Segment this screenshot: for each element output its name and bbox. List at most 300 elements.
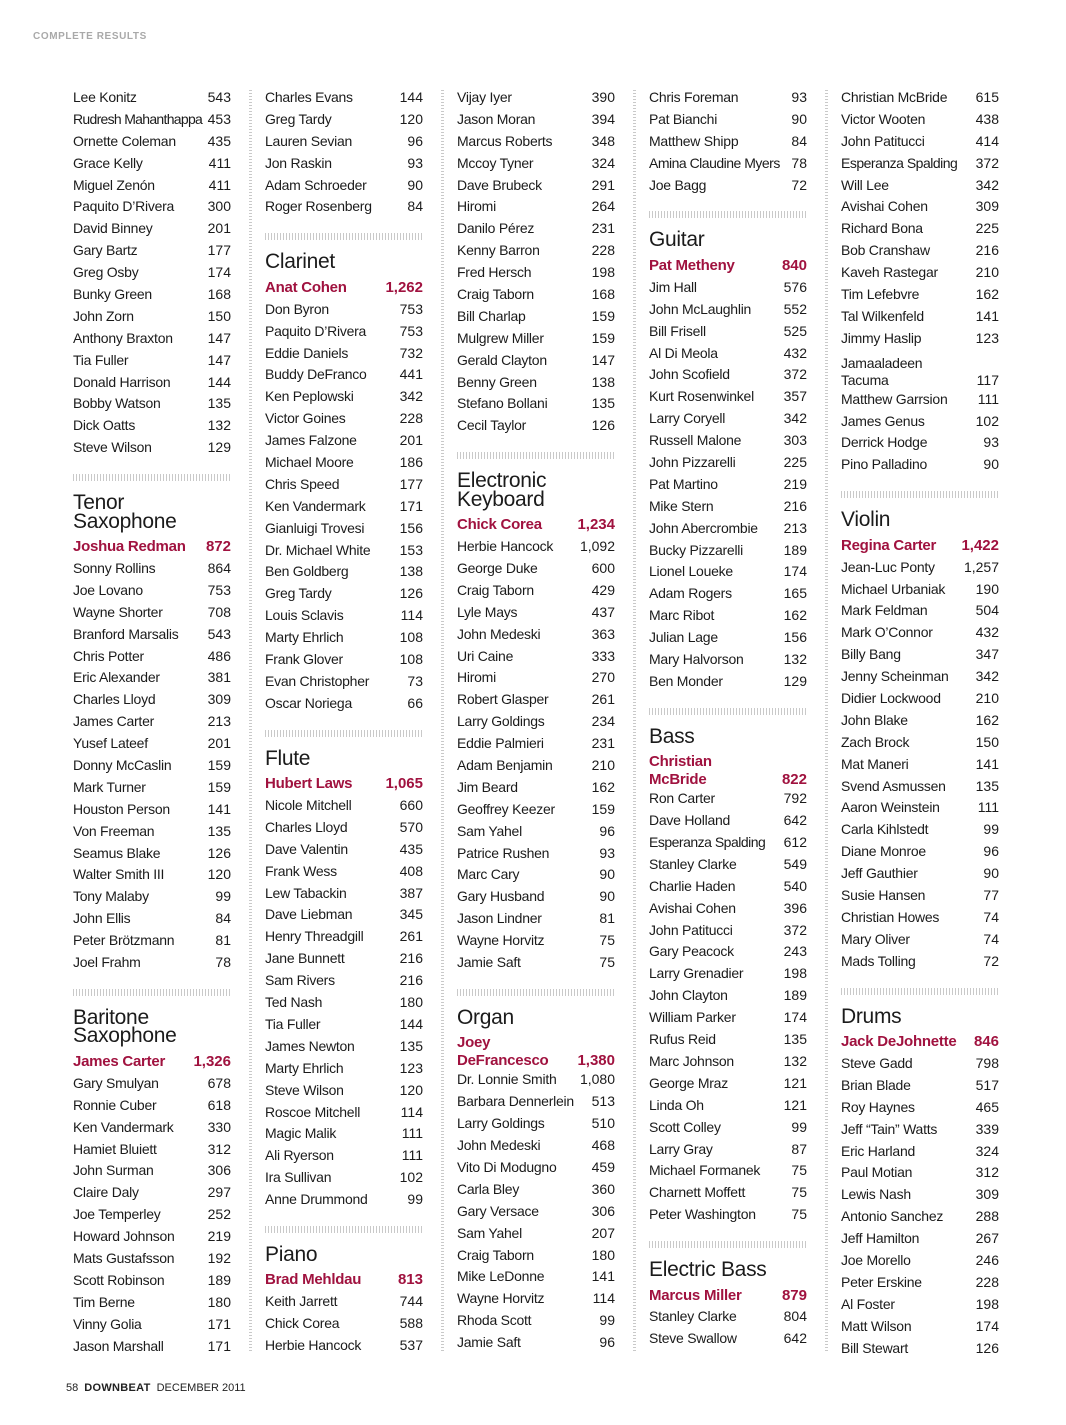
result-row [841, 1206, 999, 1228]
artist-name: Sam Rivers [265, 972, 335, 989]
vote-count: 132 [783, 650, 807, 667]
result-row [649, 474, 807, 496]
result-row [265, 364, 423, 386]
result-row [73, 1248, 231, 1270]
vote-count: 123 [399, 1059, 423, 1076]
vote-count: 303 [783, 432, 807, 449]
artist-name: Magic Malik [265, 1125, 337, 1142]
artist-name: Ken Peplowski [265, 388, 354, 405]
artist-name: Aaron Weinstein [841, 799, 940, 816]
result-row [649, 364, 807, 386]
result-row [457, 1113, 615, 1135]
result-row [457, 646, 615, 668]
result-row [649, 87, 807, 109]
result-row [457, 667, 615, 689]
artist-name: Wayne Horvitz [457, 932, 545, 949]
result-row [73, 799, 231, 821]
artist-name: Herbie Hancock [265, 1337, 362, 1354]
vote-count: 75 [599, 932, 615, 949]
artist-name: Al Foster [841, 1295, 895, 1312]
vote-count: 117 [976, 371, 999, 388]
vote-count: 180 [207, 1293, 231, 1310]
vote-count: 411 [208, 154, 231, 171]
vote-count: 264 [591, 198, 615, 215]
result-row [649, 452, 807, 474]
vote-count: 792 [783, 790, 807, 807]
artist-name: Marcus Roberts [457, 132, 553, 149]
vote-count: 171 [207, 1315, 231, 1332]
result-row [649, 1204, 807, 1226]
artist-name: John Scofield [649, 366, 730, 383]
vote-count: 77 [983, 886, 999, 903]
artist-name: Larry Coryell [649, 410, 726, 427]
artist-name: Pino Palladino [841, 456, 928, 473]
vote-count: 162 [975, 286, 999, 302]
result-row [649, 175, 807, 197]
artist-name: George Duke [457, 560, 538, 577]
result-row [841, 1097, 999, 1119]
result-row [73, 437, 231, 459]
artist-name: Matthew Shipp [649, 132, 739, 149]
vote-count: 141 [975, 755, 999, 772]
vote-count: 180 [399, 994, 423, 1011]
result-row [649, 1007, 807, 1029]
vote-count: 342 [399, 388, 423, 405]
artist-name: Nicole Mitchell [265, 797, 352, 814]
result-row [73, 930, 231, 952]
artist-name: Sam Yahel [457, 822, 522, 839]
artist-name: Walter Smith III [73, 866, 165, 883]
vote-count: 390 [591, 88, 615, 105]
result-row [649, 343, 807, 365]
magazine-brand: DOWNBEAT [84, 1382, 151, 1394]
artist-name: Will Lee [841, 176, 889, 193]
result-row [73, 393, 231, 415]
vote-count: 435 [399, 840, 423, 857]
result-row [457, 777, 615, 799]
result-row [73, 558, 231, 580]
result-row [649, 321, 807, 343]
vote-count: 465 [975, 1098, 999, 1115]
artist-name: Richard Bona [841, 220, 923, 237]
winner-name: Chick Corea [457, 516, 542, 534]
result-row [457, 558, 615, 580]
vote-count: 135 [399, 1037, 423, 1054]
winner-name: Brad Mehldau [265, 1271, 362, 1289]
results-column-2 [265, 87, 423, 1357]
vote-count: 261 [591, 691, 615, 708]
result-row [265, 452, 423, 474]
artist-name: Mats Gustafsson [73, 1249, 175, 1266]
vote-count: 576 [783, 278, 807, 295]
vote-count: 114 [400, 1103, 423, 1120]
result-row [841, 389, 999, 411]
result-row [73, 153, 231, 175]
result-row [457, 886, 615, 908]
vote-count: 72 [791, 176, 807, 193]
column-divider [249, 90, 252, 1352]
result-row [649, 985, 807, 1007]
vote-count: 93 [599, 844, 615, 861]
vote-count: 267 [975, 1230, 999, 1247]
result-row [265, 861, 423, 883]
result-row [841, 885, 999, 907]
result-row [73, 306, 231, 328]
vote-count: 114 [592, 1290, 615, 1307]
artist-name: Jamaaladeen Tacuma [841, 354, 923, 388]
vote-count: 87 [791, 1140, 807, 1157]
result-row [265, 605, 423, 627]
artist-name: David Binney [73, 220, 153, 237]
artist-name: Kenny Barron [457, 242, 540, 259]
artist-name: Mike LeDonne [457, 1268, 545, 1285]
result-row [265, 970, 423, 992]
artist-name: Bill Stewart [841, 1339, 909, 1356]
artist-name: Gerald Clayton [457, 351, 547, 368]
artist-name: Svend Asmussen [841, 777, 946, 794]
vote-count: 162 [783, 607, 807, 624]
vote-count: 75 [791, 1162, 807, 1179]
page-number: 58 [66, 1382, 79, 1394]
artist-name: Jason Moran [457, 110, 536, 127]
artist-name: Sonny Rollins [73, 560, 156, 577]
result-row [457, 1266, 615, 1288]
vote-count: 147 [207, 329, 231, 346]
vote-count: 300 [207, 198, 231, 215]
artist-name: George Mraz [649, 1074, 728, 1091]
result-row [265, 1189, 423, 1211]
result-row [841, 196, 999, 218]
vote-count: 309 [207, 691, 231, 708]
vote-count: 114 [400, 607, 423, 624]
result-row [457, 196, 615, 218]
vote-count: 90 [983, 456, 999, 473]
artist-name: John Clayton [649, 987, 728, 1004]
winner-name: Hubert Laws [265, 775, 353, 793]
result-row [265, 131, 423, 153]
vote-count: 75 [791, 1206, 807, 1223]
vote-count: 306 [591, 1202, 615, 1219]
artist-name: Joe Morello [841, 1251, 911, 1268]
result-row [265, 408, 423, 430]
artist-name: Billy Bang [841, 646, 901, 663]
vote-count: 156 [783, 629, 807, 646]
result-row [841, 284, 999, 306]
result-row [841, 454, 999, 476]
winner-name: Anat Cohen [265, 278, 347, 296]
result-row [457, 602, 615, 624]
vote-count: 228 [591, 242, 615, 259]
result-row [265, 1036, 423, 1058]
result-row [841, 262, 999, 284]
artist-name: Jeff “Tain” Watts [841, 1120, 938, 1137]
result-row [73, 372, 231, 394]
artist-name: Gary Husband [457, 888, 545, 905]
issue-date: DECEMBER 2011 [156, 1382, 246, 1394]
artist-name: Charnett Moffett [649, 1184, 746, 1201]
result-row [649, 109, 807, 131]
vote-count: 99 [215, 888, 231, 905]
result-row [73, 175, 231, 197]
artist-name: Chick Corea [265, 1315, 340, 1332]
result-row [841, 579, 999, 601]
section-divider [265, 730, 423, 737]
vote-count: 81 [599, 910, 615, 927]
result-row [265, 1313, 423, 1335]
result-row [457, 1157, 615, 1179]
section-divider [73, 474, 231, 481]
artist-name: Vinny Golia [73, 1315, 142, 1332]
result-row [73, 1270, 231, 1292]
result-row [265, 1335, 423, 1357]
artist-name: Miguel Zenón [73, 176, 155, 193]
artist-name: Seamus Blake [73, 844, 161, 861]
vote-count: 459 [591, 1159, 615, 1175]
artist-name: Gary Smulyan [73, 1074, 159, 1091]
vote-count: 189 [783, 987, 807, 1004]
artist-name: Mike Stern [649, 497, 714, 514]
artist-name: Donald Harrison [73, 373, 171, 390]
vote-count: 753 [399, 300, 423, 317]
vote-count: 246 [975, 1251, 999, 1268]
vote-count: 108 [399, 629, 423, 646]
result-row [649, 963, 807, 985]
winner-name: James Carter [73, 1052, 166, 1070]
artist-name: Victor Wooten [841, 110, 926, 127]
result-row [457, 1069, 615, 1091]
artist-name: Carla Bley [457, 1180, 520, 1197]
result-row [73, 1292, 231, 1314]
vote-count: 120 [207, 866, 231, 883]
section-divider [73, 989, 231, 996]
artist-name: Marc Cary [457, 866, 520, 883]
vote-count: 135 [975, 777, 999, 794]
result-row [649, 408, 807, 430]
result-row [265, 1145, 423, 1167]
artist-name: Keith Jarrett [265, 1293, 338, 1310]
vote-count: 120 [399, 1081, 423, 1098]
result-row [649, 605, 807, 627]
vote-count: 126 [591, 417, 615, 434]
result-row [649, 583, 807, 605]
result-row [265, 992, 423, 1014]
result-row [73, 109, 231, 131]
vote-count: 210 [591, 757, 615, 774]
result-row [649, 627, 807, 649]
artist-name: Tal Wilkenfeld [841, 307, 924, 324]
artist-name: Ted Nash [265, 994, 323, 1011]
artist-name: Mary Oliver [841, 930, 910, 947]
artist-name: John Surman [73, 1162, 154, 1179]
artist-name: Adam Benjamin [457, 757, 553, 774]
artist-name: Eddie Palmieri [457, 735, 544, 752]
result-row [649, 788, 807, 810]
result-row [649, 153, 807, 175]
artist-name: Rudresh Mahanthappa [73, 110, 203, 127]
vote-count: 306 [207, 1162, 231, 1179]
result-row [649, 518, 807, 540]
artist-name: Esperanza Spalding [649, 834, 766, 851]
vote-count: 372 [783, 366, 807, 383]
vote-count: 1,080 [579, 1071, 615, 1088]
result-row [841, 797, 999, 819]
result-row [265, 1058, 423, 1080]
vote-count: 132 [783, 1052, 807, 1069]
vote-count: 93 [407, 154, 423, 171]
vote-count: 525 [783, 322, 807, 339]
result-row [457, 218, 615, 240]
artist-name: Jeff Hamilton [841, 1230, 920, 1247]
artist-name: Gary Bartz [73, 242, 138, 259]
vote-count: 144 [399, 1015, 423, 1032]
result-row [457, 1310, 615, 1332]
result-row [265, 1014, 423, 1036]
result-row [457, 393, 615, 415]
vote-count: 198 [591, 264, 615, 281]
result-row [457, 580, 615, 602]
result-row [841, 306, 999, 328]
vote-count: 291 [591, 176, 615, 193]
vote-count: 216 [783, 497, 807, 514]
result-row [457, 350, 615, 372]
artist-name: Gary Peacock [649, 943, 734, 960]
vote-count: 219 [207, 1228, 231, 1245]
vote-count: 216 [975, 242, 999, 259]
vote-count: 798 [975, 1054, 999, 1071]
vote-count: 225 [783, 453, 807, 470]
artist-name: Linda Oh [649, 1096, 704, 1113]
vote-count: 96 [983, 843, 999, 860]
result-row [457, 1288, 615, 1310]
artist-name: Eddie Daniels [265, 344, 349, 361]
result-row [457, 175, 615, 197]
result-row [649, 854, 807, 876]
vote-count: 168 [207, 286, 231, 302]
artist-name: Ali Ryerson [265, 1147, 334, 1164]
winner-row [841, 1031, 999, 1053]
artist-name: Dave Liebman [265, 906, 353, 923]
winner-votes: 840 [781, 256, 807, 274]
artist-name: Michael Urbaniak [841, 580, 946, 597]
vote-count: 190 [975, 580, 999, 597]
artist-name: Lew Tabackin [265, 884, 347, 901]
artist-name: Greg Osby [73, 264, 139, 281]
vote-count: 159 [591, 800, 615, 817]
artist-name: Rhoda Scott [457, 1312, 532, 1329]
artist-name: Dave Holland [649, 812, 731, 829]
section-divider [265, 233, 423, 240]
vote-count: 171 [207, 1337, 231, 1354]
vote-count: 186 [399, 453, 423, 470]
artist-name: John Patitucci [649, 921, 733, 938]
result-row [841, 710, 999, 732]
result-row [649, 1029, 807, 1051]
category-title: Baritone Saxophone [73, 1005, 177, 1048]
vote-count: 231 [591, 735, 615, 752]
vote-count: 111 [977, 799, 999, 816]
result-row [457, 153, 615, 175]
artist-name: Buddy DeFranco [265, 366, 367, 383]
section-divider [457, 989, 615, 996]
artist-name: Robert Glasper [457, 691, 549, 708]
result-row [73, 843, 231, 865]
vote-count: 228 [975, 1273, 999, 1290]
vote-count: 339 [975, 1120, 999, 1137]
vote-count: 153 [399, 541, 423, 558]
result-row [841, 1053, 999, 1075]
winner-votes: 822 [781, 770, 807, 788]
artist-name: Matt Wilson [841, 1317, 912, 1334]
result-row [841, 1184, 999, 1206]
category-title: Bass [649, 724, 695, 748]
artist-name: Steve Wilson [265, 1081, 344, 1098]
vote-count: 744 [399, 1293, 423, 1310]
artist-name: Wayne Shorter [73, 603, 163, 620]
result-row [649, 1160, 807, 1182]
result-row [265, 496, 423, 518]
result-row [841, 644, 999, 666]
artist-name: Frank Glover [265, 650, 343, 667]
vote-count: 513 [591, 1093, 615, 1110]
result-row [841, 350, 999, 389]
artist-name: Claire Daly [73, 1184, 139, 1201]
artist-name: Hiromi [457, 198, 496, 215]
result-row [73, 1073, 231, 1095]
vote-count: 78 [215, 954, 231, 971]
section-divider [649, 708, 807, 715]
vote-count: 156 [399, 519, 423, 536]
artist-name: Peter Brötzmann [73, 932, 175, 949]
category-title: Drums [841, 1004, 902, 1028]
result-row [73, 240, 231, 262]
artist-name: Matthew Garrsion [841, 390, 948, 407]
artist-name: Patrice Rushen [457, 844, 550, 861]
vote-count: 141 [591, 1268, 615, 1285]
artist-name: William Parker [649, 1009, 736, 1026]
result-row [649, 1139, 807, 1161]
winner-row [265, 1269, 423, 1291]
vote-count: 174 [975, 1317, 999, 1334]
result-row [841, 87, 999, 109]
winner-votes: 1,422 [961, 536, 999, 554]
vote-count: 396 [783, 899, 807, 916]
vote-count: 543 [207, 88, 231, 105]
vote-count: 618 [207, 1096, 231, 1113]
result-row [73, 131, 231, 153]
vote-count: 84 [215, 910, 231, 927]
artist-name: Fred Hersch [457, 264, 532, 281]
vote-count: 144 [399, 88, 423, 105]
artist-name: Uri Caine [457, 647, 514, 664]
result-row [73, 689, 231, 711]
vote-count: 432 [783, 344, 807, 361]
artist-name: Marty Ehrlich [265, 1059, 344, 1076]
vote-count: 207 [591, 1224, 615, 1241]
result-row [265, 540, 423, 562]
artist-name: Julian Lage [649, 629, 718, 646]
vote-count: 210 [975, 689, 999, 706]
result-row [265, 627, 423, 649]
artist-name: Steve Gadd [841, 1054, 913, 1071]
vote-count: 347 [975, 646, 999, 663]
vote-count: 441 [399, 366, 423, 383]
winner-row [457, 514, 615, 536]
result-row [649, 649, 807, 671]
vote-count: 333 [591, 647, 615, 664]
vote-count: 432 [975, 624, 999, 641]
result-row [457, 1332, 615, 1354]
vote-count: 174 [207, 264, 231, 281]
